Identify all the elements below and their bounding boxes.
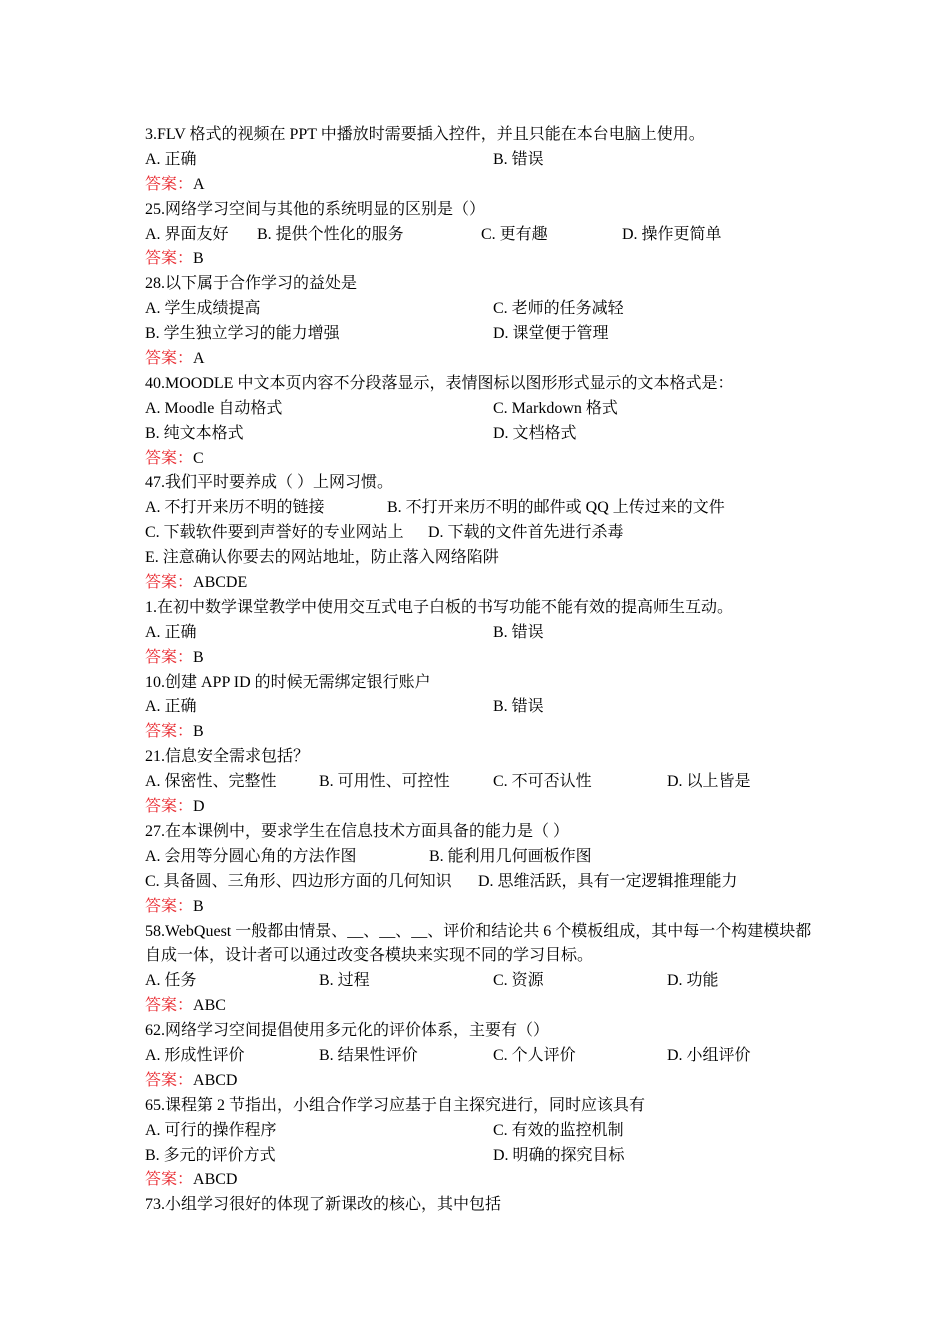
option-text: C. 个人评价 bbox=[493, 1046, 576, 1064]
option-text: D. 思维活跃，具有一定逻辑推理能力 bbox=[478, 872, 738, 890]
answer-line bbox=[145, 795, 825, 820]
option-text: A. 不打开来历不明的链接 bbox=[145, 499, 325, 517]
question-stem: 73.小组学习很好的体现了新课改的核心，其中包括 bbox=[145, 1196, 502, 1214]
question-block bbox=[145, 820, 825, 920]
question-block bbox=[145, 1019, 825, 1094]
question-block bbox=[145, 1094, 825, 1194]
option-text: C. 更有趣 bbox=[481, 225, 548, 243]
question-stem: 1.在初中数学课堂教学中使用交互式电子白板的书写功能不能有效的提高师生互动。 bbox=[145, 598, 734, 616]
option-text: B. 可用性、可控性 bbox=[319, 773, 450, 791]
answer-value: B bbox=[193, 723, 204, 741]
answer-value: ABCDE bbox=[193, 574, 248, 592]
question-stem: 3.FLV 格式的视频在 PPT 中播放时需要插入控件，并且只能在本台电脑上使用。 bbox=[145, 126, 705, 143]
answer-line bbox=[145, 1168, 825, 1193]
question-stem: 自成一体，设计者可以通过改变各模块来实现不同的学习目标。 bbox=[145, 947, 594, 965]
option-text: C. 具备圆、三角形、四边形方面的几何知识 bbox=[145, 872, 452, 890]
option-text: B. 错误 bbox=[493, 698, 544, 716]
question-stem: 65.课程第 2 节指出，小组合作学习应基于自主探究进行，同时应该具有 bbox=[145, 1096, 646, 1114]
option-row bbox=[145, 422, 825, 447]
question-block bbox=[145, 671, 825, 746]
option-row bbox=[145, 521, 825, 546]
option-text: B. 能利用几何画板作图 bbox=[429, 847, 592, 865]
answer-label: 答案： bbox=[145, 250, 194, 268]
answer-label: 答案： bbox=[145, 997, 194, 1015]
option-text: A. Moodle 自动格式 bbox=[145, 399, 283, 417]
answer-value: ABCD bbox=[193, 1071, 238, 1089]
option-text: D. 明确的探究目标 bbox=[493, 1146, 625, 1164]
answer-line bbox=[145, 347, 825, 372]
answer-value: ABC bbox=[193, 997, 226, 1015]
option-text: B. 错误 bbox=[493, 150, 544, 168]
option-text: C. 有效的监控机制 bbox=[493, 1121, 624, 1139]
option-text: A. 学生成绩提高 bbox=[145, 300, 261, 318]
option-text: D. 操作更简单 bbox=[622, 225, 722, 243]
option-text: B. 学生独立学习的能力增强 bbox=[145, 325, 340, 343]
question-stem: 28.以下属于合作学习的益处是 bbox=[145, 275, 358, 293]
option-text: B. 纯文本格式 bbox=[145, 424, 244, 442]
option-row bbox=[145, 322, 825, 347]
answer-label: 答案： bbox=[145, 449, 194, 467]
answer-label: 答案： bbox=[145, 723, 194, 741]
option-row bbox=[145, 621, 825, 646]
answer-label: 答案： bbox=[145, 175, 194, 193]
answer-value: C bbox=[193, 449, 204, 467]
option-row bbox=[145, 496, 825, 521]
answer-value: A bbox=[193, 175, 205, 193]
question-stem: 27.在本课例中，要求学生在信息技术方面具备的能力是（ ） bbox=[145, 822, 570, 840]
option-row bbox=[145, 845, 825, 870]
option-text: A. 会用等分圆心角的方法作图 bbox=[145, 847, 357, 865]
option-row bbox=[145, 546, 825, 571]
answer-line bbox=[145, 173, 825, 198]
option-text: C. 不可否认性 bbox=[493, 773, 592, 791]
answer-label: 答案： bbox=[145, 1071, 194, 1089]
option-text: D. 下载的文件首先进行杀毒 bbox=[428, 524, 624, 542]
option-text: C. 下载软件要到声誉好的专业网站上 bbox=[145, 524, 404, 542]
answer-line bbox=[145, 247, 825, 272]
answer-line bbox=[145, 571, 825, 596]
question-block bbox=[145, 596, 825, 671]
question-block bbox=[145, 1193, 825, 1218]
option-text: D. 小组评价 bbox=[667, 1046, 751, 1064]
option-text: A. 界面友好 bbox=[145, 225, 229, 243]
option-text: A. 形成性评价 bbox=[145, 1046, 245, 1064]
answer-line bbox=[145, 447, 825, 472]
question-stem: 40.MOODLE 中文本页内容不分段落显示，表情图标以图形形式显示的文本格式是： bbox=[145, 374, 734, 392]
option-text: D. 课堂便于管理 bbox=[493, 325, 609, 343]
option-text: C. Markdown 格式 bbox=[493, 399, 618, 417]
option-text: A. 可行的操作程序 bbox=[145, 1121, 277, 1139]
question-block bbox=[145, 198, 825, 273]
question-stem: 58.WebQuest 一般都由情景、__、__、__、评价和结论共 6 个模板组成，其中每一个构建模块都 bbox=[145, 922, 812, 940]
question-stem: 47.我们平时要养成（ ）上网习惯。 bbox=[145, 474, 394, 492]
answer-value: A bbox=[193, 350, 205, 368]
option-text: B. 错误 bbox=[493, 623, 544, 641]
option-text: A. 任务 bbox=[145, 972, 197, 990]
answer-value: B bbox=[193, 648, 204, 666]
option-row bbox=[145, 397, 825, 422]
option-text: B. 提供个性化的服务 bbox=[257, 225, 404, 243]
answer-line bbox=[145, 720, 825, 745]
answer-label: 答案： bbox=[145, 574, 194, 592]
option-text: A. 正确 bbox=[145, 623, 197, 641]
option-text: B. 不打开来历不明的邮件或 QQ 上传过来的文件 bbox=[387, 499, 725, 517]
option-text: C. 资源 bbox=[493, 972, 544, 990]
answer-label: 答案： bbox=[145, 897, 194, 915]
answer-value: D bbox=[193, 798, 205, 816]
option-row bbox=[145, 223, 825, 248]
question-block bbox=[145, 372, 825, 472]
option-row bbox=[145, 870, 825, 895]
answer-label: 答案： bbox=[145, 350, 194, 368]
question-stem: 25.网络学习空间与其他的系统明显的区别是（） bbox=[145, 200, 486, 218]
option-row bbox=[145, 770, 825, 795]
option-text: B. 结果性评价 bbox=[319, 1046, 418, 1064]
question-block bbox=[145, 272, 825, 372]
option-text: D. 以上皆是 bbox=[667, 773, 751, 791]
answer-line bbox=[145, 1069, 825, 1094]
question-stem: 62.网络学习空间提倡使用多元化的评价体系，主要有（） bbox=[145, 1022, 550, 1040]
answer-line bbox=[145, 994, 825, 1019]
answer-label: 答案： bbox=[145, 648, 194, 666]
document-page bbox=[145, 123, 825, 1218]
option-row bbox=[145, 1044, 825, 1069]
question-block bbox=[145, 123, 825, 198]
answer-value: B bbox=[193, 897, 204, 915]
answer-line bbox=[145, 646, 825, 671]
answer-label: 答案： bbox=[145, 1171, 194, 1189]
option-row bbox=[145, 1119, 825, 1144]
option-text: A. 保密性、完整性 bbox=[145, 773, 277, 791]
question-block bbox=[145, 920, 825, 1020]
question-block bbox=[145, 745, 825, 820]
option-row bbox=[145, 695, 825, 720]
option-row bbox=[145, 148, 825, 173]
option-text: D. 文档格式 bbox=[493, 424, 577, 442]
answer-label: 答案： bbox=[145, 798, 194, 816]
option-text: D. 功能 bbox=[667, 972, 719, 990]
option-text: A. 正确 bbox=[145, 150, 197, 168]
answer-line bbox=[145, 895, 825, 920]
question-stem: 21.信息安全需求包括？ bbox=[145, 748, 310, 766]
question-stem: 10.创建 APP ID 的时候无需绑定银行账户 bbox=[145, 673, 431, 691]
answer-value: B bbox=[193, 250, 204, 268]
option-text: C. 老师的任务减轻 bbox=[493, 300, 624, 318]
option-text: E. 注意确认你要去的网站地址，防止落入网络陷阱 bbox=[145, 549, 499, 567]
question-block bbox=[145, 471, 825, 595]
option-row bbox=[145, 297, 825, 322]
option-row bbox=[145, 969, 825, 994]
option-text: A. 正确 bbox=[145, 698, 197, 716]
option-text: B. 过程 bbox=[319, 972, 370, 990]
option-row bbox=[145, 1144, 825, 1169]
option-text: B. 多元的评价方式 bbox=[145, 1146, 276, 1164]
answer-value: ABCD bbox=[193, 1171, 238, 1189]
